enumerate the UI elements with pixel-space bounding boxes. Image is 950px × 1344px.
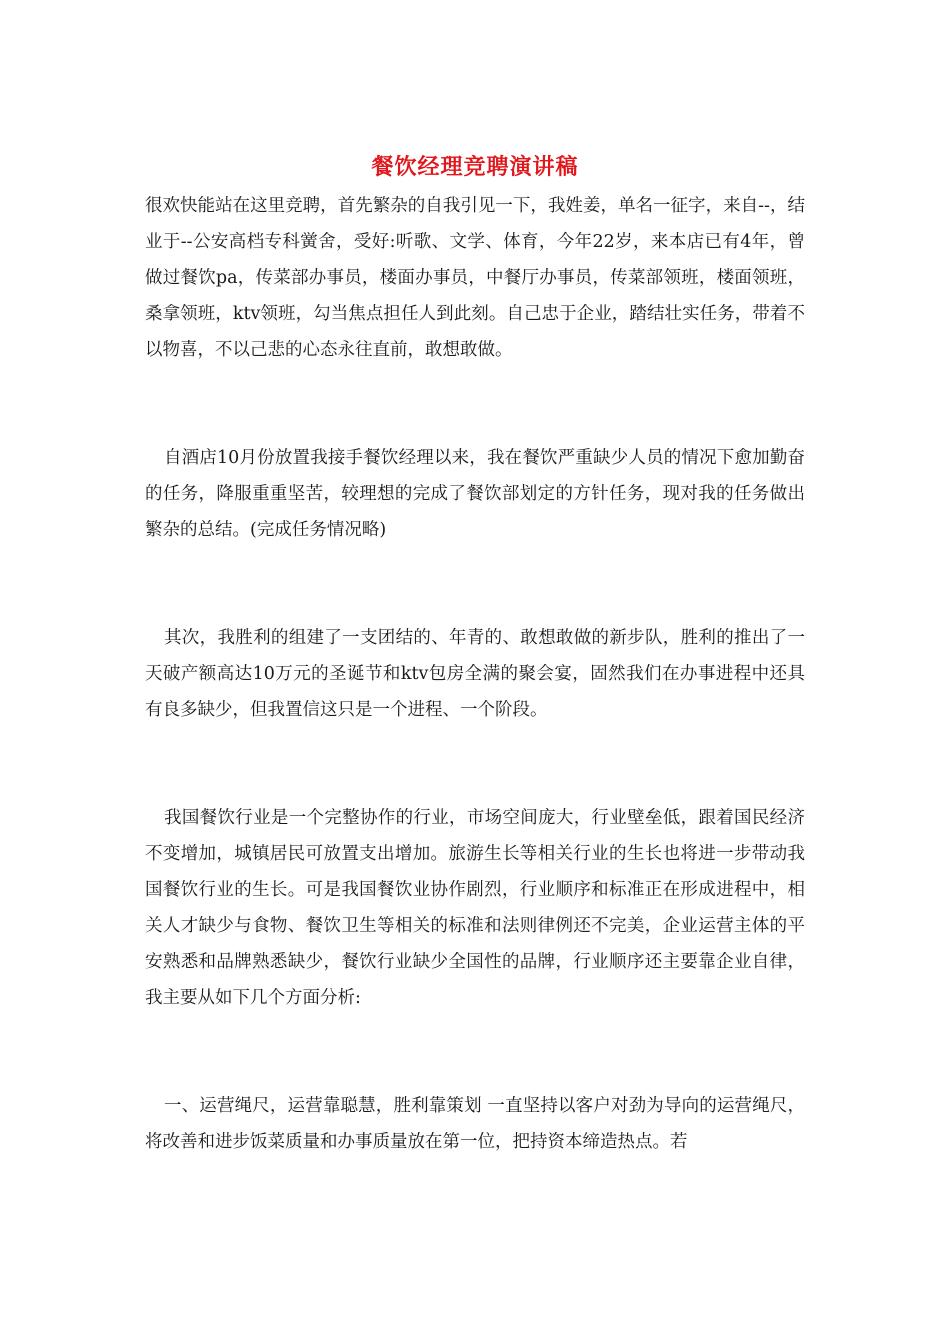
paragraph-operating-principle: 一、运营绳尺，运营靠聪慧，胜利靠策划 一直坚持以客户对劲为导向的运营绳尺，将改善和进步饭菜质量和办事质量放在第一位，把持资本缔造热点。若 (145, 1096, 805, 1152)
document-page (145, 150, 805, 1160)
paragraph-work-summary: 自酒店10月份放置我接手餐饮经理以来，我在餐饮严重缺少人员的情况下愈加勤奋的任务，降服重重坚苦，较理想的完成了餐饮部划定的方针任务，现对我的任务做出繁杂的总结。(完成任务情况略) (145, 448, 805, 540)
document-title: 餐饮经理竞聘演讲稿 (371, 154, 579, 180)
paragraph-intro: 很欢快能站在这里竞聘，首先繁杂的自我引见一下，我姓姜，单名一征字，来自--，结业于--公安高档专科黉舍，受好:听歌、文学、体育，今年22岁，来本店已有4年，曾做过餐饮pa，传菜部办事员，楼面办事员，中餐厅办事员，传菜部领班，楼面领班，桑拿领班，ktv领班，勾当焦点担任人到此刻。自己忠于企业，踏结壮实任务，带着不以物喜，不以己悲的心态永往直前，敢想敢做。 (145, 196, 805, 360)
paragraph-team: 其次，我胜利的组建了一支团结的、年青的、敢想敢做的新步队，胜利的推出了一天破产额高达10万元的圣诞节和ktv包房全满的聚会宴，固然我们在办事进程中还具有良多缺少，但我置信这只是一个进程、一个阶段。 (145, 628, 805, 720)
paragraph-spacer (145, 1016, 805, 1088)
paragraph-industry-analysis: 我国餐饮行业是一个完整协作的行业，市场空间庞大，行业壁垒低，跟着国民经济不变增加，城镇居民可放置支出增加。旅游生长等相关行业的生长也将进一步带动我国餐饮行业的生长。可是我国餐饮业协作剧烈，行业顺序和标准正在形成进程中，相关人才缺少与食物、餐饮卫生等相关的标准和法则律例还不完美，企业运营主体的平安熟悉和品牌熟悉缺少，餐饮行业缺少全国性的品牌，行业顺序还主要靠企业自律，我主要从如下几个方面分析: (145, 808, 805, 1008)
paragraph-spacer (145, 728, 805, 800)
paragraph-spacer (145, 368, 805, 440)
paragraph-spacer (145, 548, 805, 620)
